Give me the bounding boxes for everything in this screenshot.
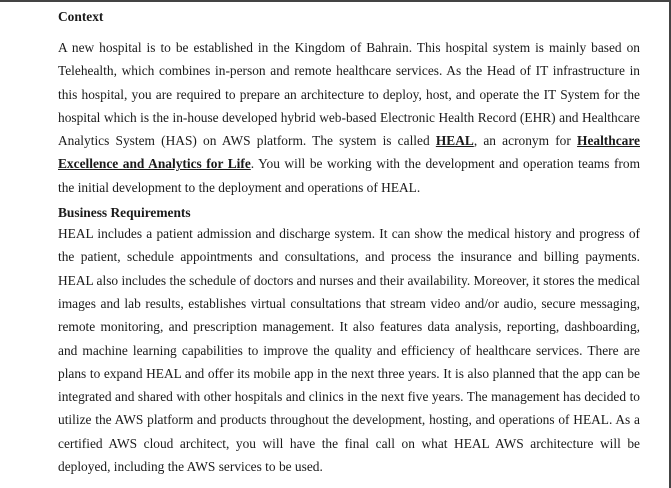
business-requirements-heading: Business Requirements: [58, 205, 191, 221]
context-intro-text: A new hospital is to be established in the Kingdom of Bahrain. This hospital system is mainly based on Telehealth, which combines in-person and remote healthcare services. As the Head of IT infrastructure in this hospital, you are required to prepare an architecture to deploy, host, and operate the IT System for the hospital which is the in-house developed hybrid web-based Electronic Health Record (EHR) and Healthcare Analytics System (HAS) on AWS platform. The system is called: [58, 40, 640, 149]
context-heading: Context: [58, 9, 104, 24]
context-closing-text: . You will be working with the development and operation teams from the initial development to the deployment and operations of HEAL.: [58, 156, 640, 195]
business-requirements-paragraph: HEAL includes a patient admission and discharge system. It can show the medical history and progress of the patient, schedule appointments and consultations, and process the insurance and billing payments. HEAL also includes the schedule of doctors and nurses and their availability. Moreover, it stores the medical images and lab results, establishes virtual consultations that stream video and/or audio, secure messaging, remote monitoring, and prescription management. It also features data analysis, reporting, dashboarding, and machine learning capabilities to improve the quality and efficiency of healthcare services. There are plans to expand HEAL and offer its mobile app in the next three years. It is also planned that the app can be integrated and shared with other hospitals and clinics in the next five years. The management has decided to utilize the AWS platform and products throughout the development, hosting, and operations of HEAL. As a certified AWS cloud architect, you will have the final call on what HEAL AWS architecture will be deployed, including the AWS services to be used.: [58, 226, 640, 475]
context-paragraph: [58, 36, 640, 199]
document-content: [58, 8, 640, 478]
system-name: HEAL: [435, 133, 474, 149]
acronym-expansion: Healthcare Excellence and Analytics for Life: [58, 133, 640, 172]
acronym-lead-text: , an acronym for: [473, 133, 578, 149]
spacer: [58, 26, 640, 36]
